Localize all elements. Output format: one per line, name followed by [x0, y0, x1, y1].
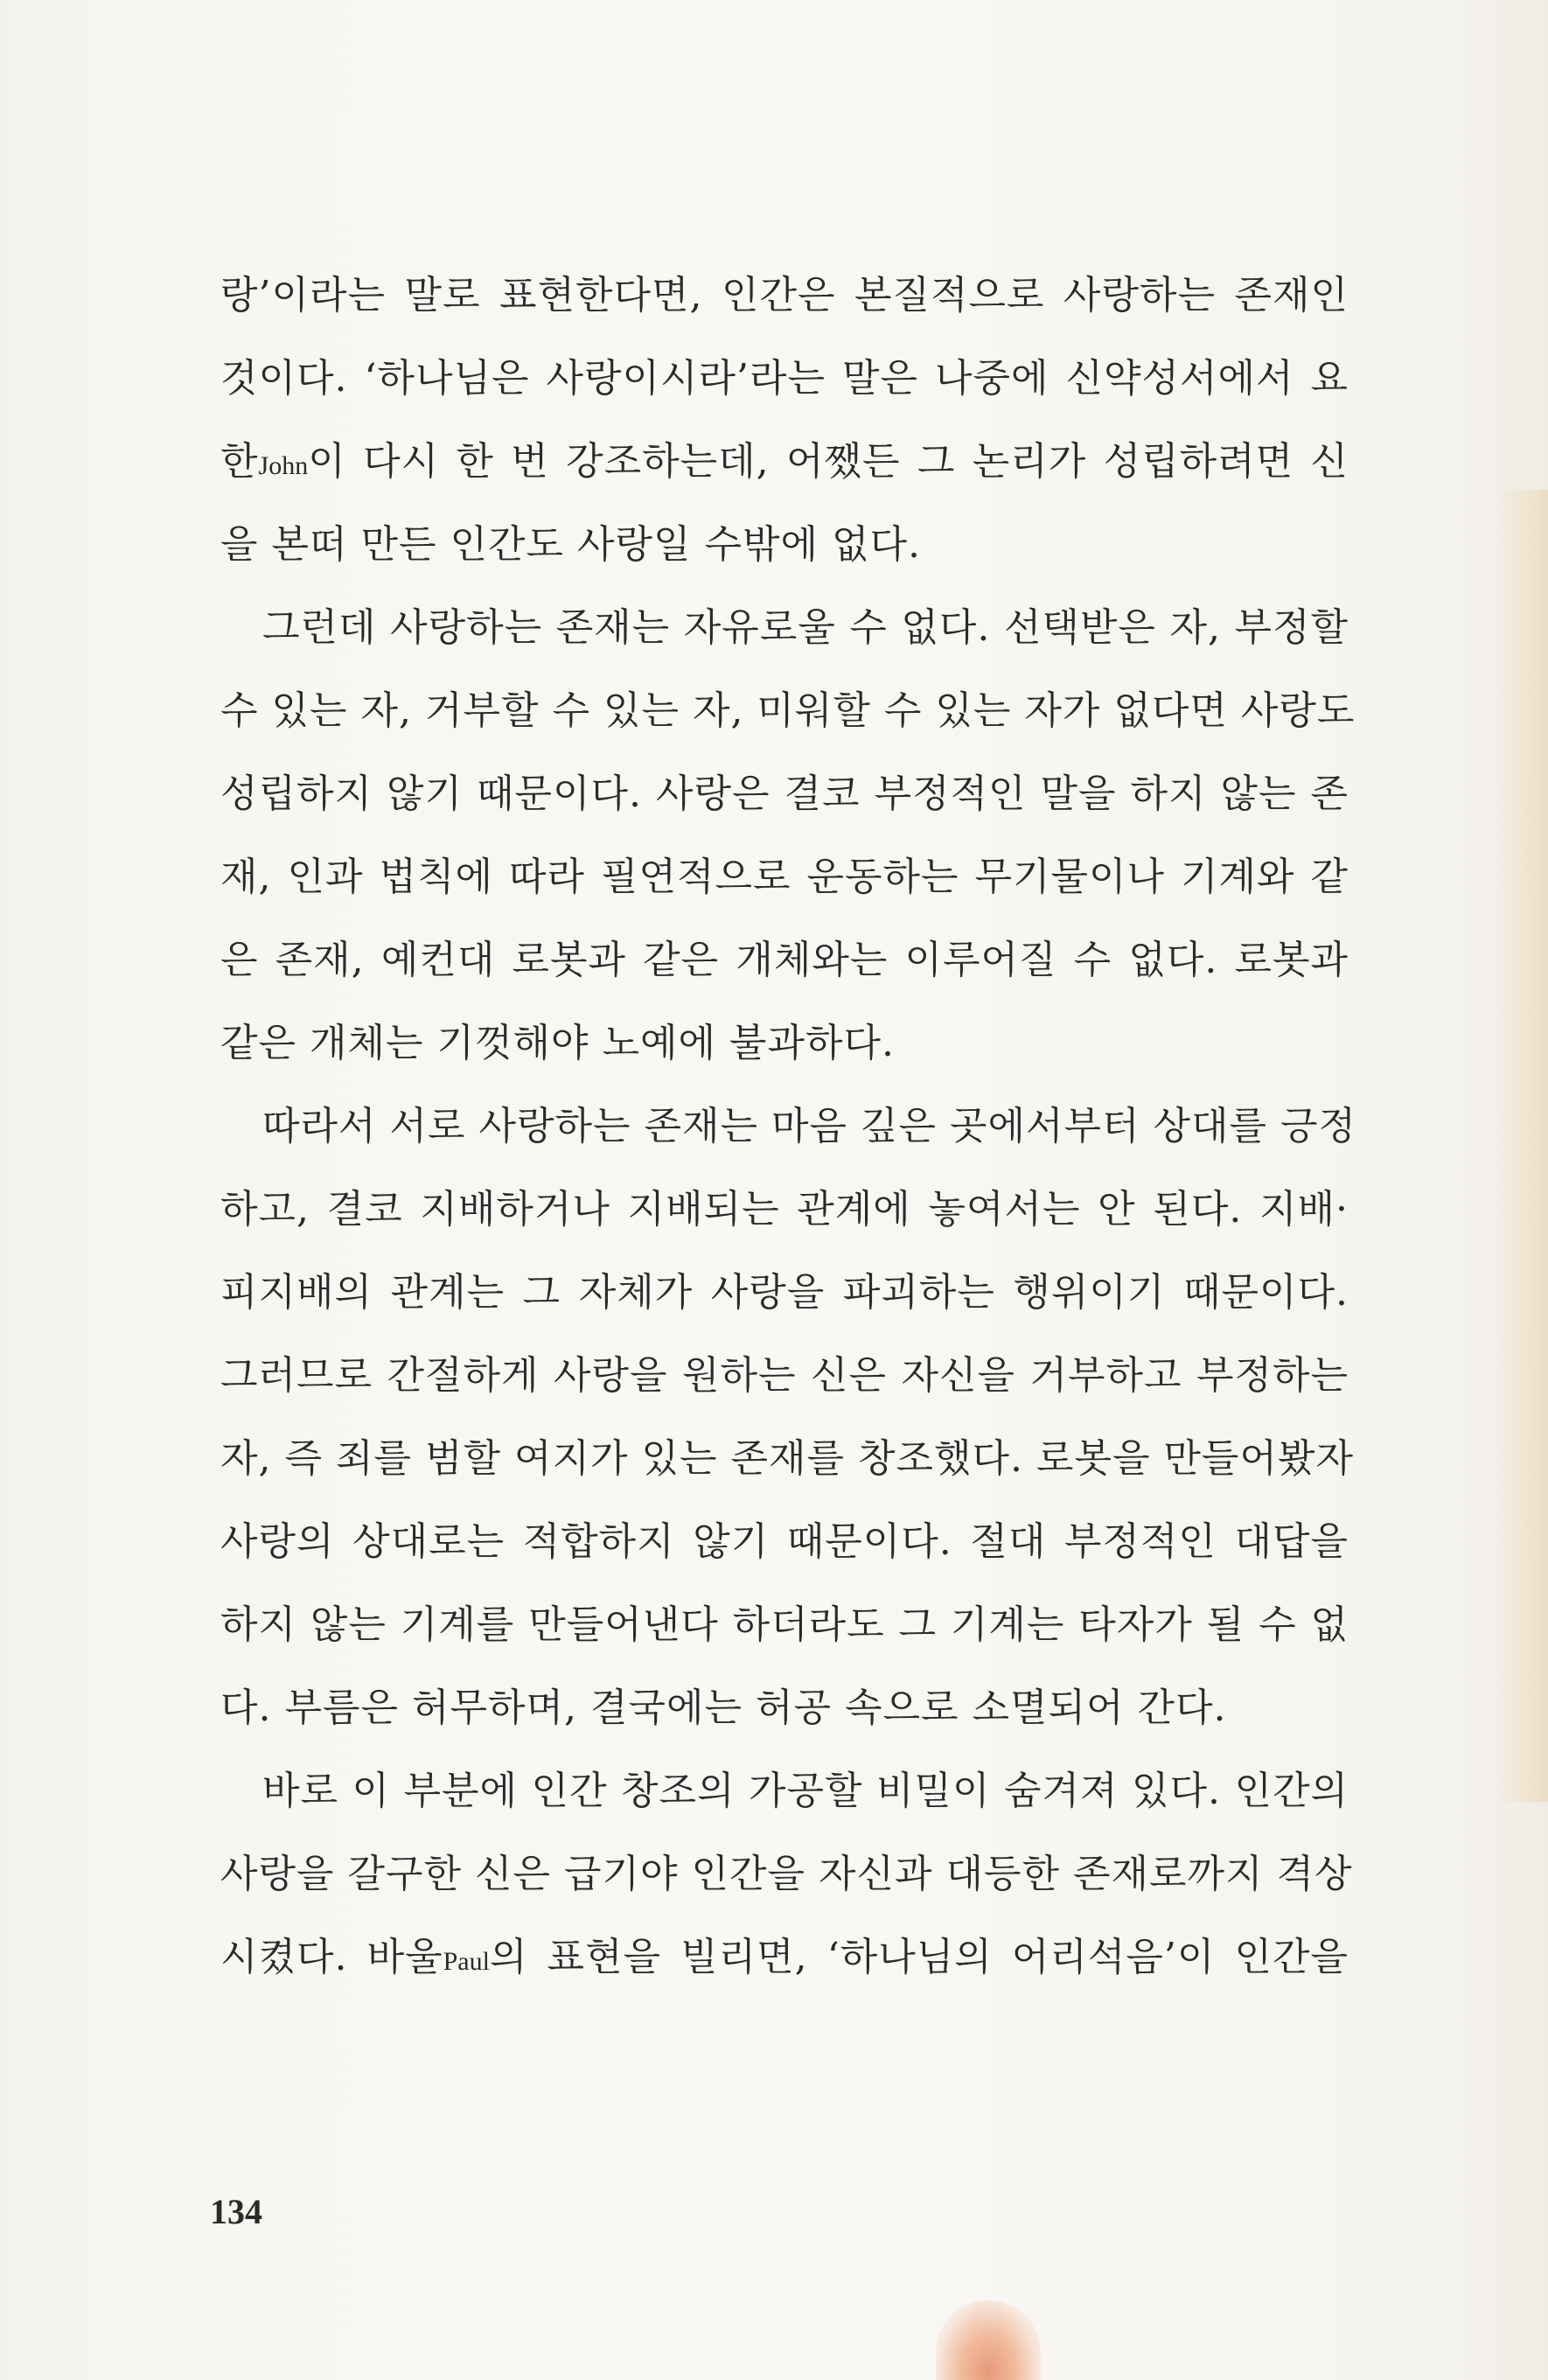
page-number: 134: [210, 2192, 262, 2231]
text-line: [220, 420, 1349, 503]
text-line: 은 존재, 예컨대 로봇과 같은 개체와는 이루어질 수 없다. 로봇과: [220, 938, 1349, 982]
text-line: 랑’이라는 말로 표현한다면, 인간은 본질적으로 사랑하는 존재인: [220, 273, 1349, 318]
text-line: 그런데 사랑하는 존재는 자유로울 수 없다. 선택받은 자, 부정할: [262, 605, 1349, 650]
pressed-flower-decoration: [936, 2300, 1041, 2380]
text-line: 수 있는 자, 거부할 수 있는 자, 미워할 수 있는 자가 없다면 사랑도: [220, 688, 1356, 733]
text-line: 그러므로 간절하게 사랑을 원하는 신은 자신을 거부하고 부정하는: [220, 1353, 1349, 1398]
text-line: 바로 이 부분에 인간 창조의 가공할 비밀이 숨겨져 있다. 인간의: [262, 1769, 1349, 1813]
latin-gloss: John: [258, 451, 309, 480]
text-line: 따라서 서로 사랑하는 존재는 마음 깊은 곳에서부터 상대를 긍정: [262, 1104, 1356, 1148]
text-line: 을 본떠 만든 인간도 사랑일 수밖에 없다.: [220, 522, 921, 567]
text-line: 자, 즉 죄를 범할 여지가 있는 존재를 창조했다. 로봇을 만들어봤자: [220, 1436, 1354, 1481]
text-segment: 이 다시 한 번 강조하는데, 어쨌든 그 논리가 성립하려면 신: [308, 439, 1349, 484]
text-line: 것이다. ‘하나님은 사랑이시라’라는 말은 나중에 신약성서에서 요: [220, 356, 1349, 401]
text-line: 하지 않는 기계를 만들어낸다 하더라도 그 기계는 타자가 될 수 없: [220, 1602, 1349, 1647]
text-line: 다. 부름은 허무하며, 결국에는 허공 속으로 소멸되어 간다.: [220, 1686, 1227, 1730]
body-text: [220, 254, 1356, 1999]
text-line: 사랑의 상대로는 적합하지 않기 때문이다. 절대 부정적인 대답을: [220, 1519, 1349, 1564]
text-segment: 의 표현을 빌리면, ‘하나님의 어리석음’이 인간을: [489, 1935, 1349, 1979]
text-line: 성립하지 않기 때문이다. 사랑은 결코 부정적인 말을 하지 않는 존: [220, 771, 1349, 816]
text-segment: 한: [220, 439, 259, 484]
text-line: 피지배의 관계는 그 자체가 사랑을 파괴하는 행위이기 때문이다.: [220, 1270, 1349, 1315]
text-line: 하고, 결코 지배하거나 지배되는 관계에 놓여서는 안 된다. 지배·: [220, 1187, 1349, 1232]
text-line: 재, 인과 법칙에 따라 필연적으로 운동하는 무기물이나 기계와 같: [220, 855, 1349, 899]
text-segment: 시켰다. 바울: [220, 1935, 443, 1979]
text-line: [220, 1916, 1349, 1999]
text-line: 사랑을 갈구한 신은 급기야 인간을 자신과 대등한 존재로까지 격상: [220, 1852, 1353, 1896]
text-line: 같은 개체는 기껏해야 노예에 불과하다.: [220, 1021, 895, 1065]
latin-gloss: Paul: [443, 1947, 490, 1976]
page-edge-stain: [1496, 490, 1548, 1802]
